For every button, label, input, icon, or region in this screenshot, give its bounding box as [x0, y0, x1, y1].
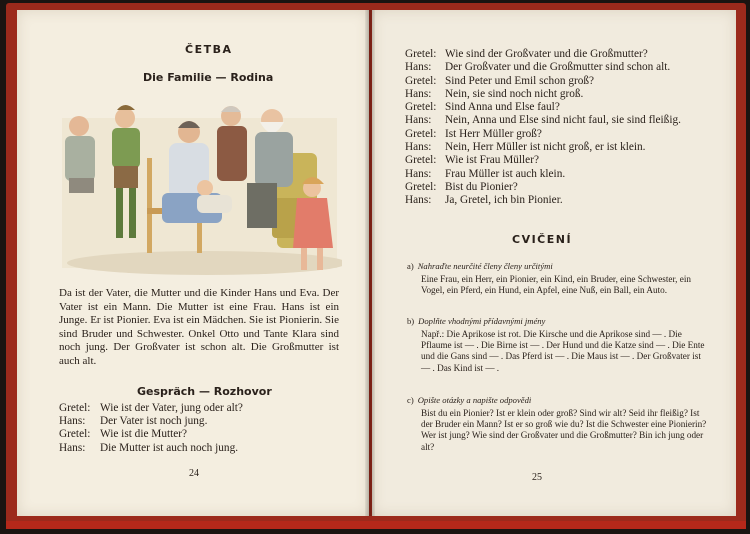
line-text: Nein, Anna und Else sind nicht faul, sie sind fleißig. — [445, 114, 681, 127]
dialogue-line — [405, 75, 681, 88]
exercise-instruction: Nahraďte neurčité členy členy určitými — [417, 261, 553, 271]
exercise-instruction: Doplňte vhodnými přídavnými jmény — [418, 316, 546, 326]
line-text: Frau Müller ist auch klein. — [445, 167, 566, 180]
line-text: Der Großvater und die Großmutter sind schon alt. — [445, 61, 671, 74]
dialogue-line — [59, 402, 243, 415]
page-number-right: 25 — [532, 472, 542, 483]
dialogue-line — [405, 194, 681, 207]
exercise-a-text: Eine Frau, ein Herr, ein Pionier, ein Kind, ein Bruder, eine Schwester, ein Vogel, ein Pferd, ein Hund, ein Apfel, eine Nuß, ein Ball, ein Auto. — [421, 274, 691, 296]
speaker: Hans: — [59, 415, 86, 428]
dialogue-line — [405, 61, 681, 74]
book-gutter — [365, 10, 375, 516]
dialogue-line — [405, 168, 681, 181]
line-text: Nein, Herr Müller ist nicht groß, er ist klein. — [445, 141, 646, 154]
dialogue-line — [405, 154, 681, 167]
speaker: Gretel: — [405, 48, 437, 60]
reading-paragraph: Da ist der Vater, die Mutter und die Kinder Hans und Eva. Der Vater ist ein Mann. Die Mutter ist eine Frau. Hans ist ein Junge. Er ist Pionier. Eva ist ein Mädchen. Sie ist Pionierin. Sie sind Bruder und Schwester. Onkel Otto und Tante Klara sind noch jung. Der Großvater ist schon alt. Die Großmutter ist auch alt. — [59, 287, 339, 367]
left-page — [17, 10, 369, 516]
line-text: Nein, sie sind noch nicht groß. — [445, 87, 584, 100]
conversation-title: Gespräch — Rozhovor — [137, 385, 272, 398]
dialogue-line — [59, 415, 243, 428]
speaker: Gretel: — [405, 154, 437, 167]
speaker: Hans: — [405, 61, 432, 74]
speaker: Gretel: — [59, 402, 91, 414]
dialogue-line — [405, 141, 681, 154]
section-title-cetba: ČETBA — [185, 43, 233, 56]
speaker: Gretel: — [405, 180, 437, 193]
page-number-left: 24 — [189, 468, 199, 479]
exercise-letter: a) — [407, 261, 414, 271]
line-text: Bist du Pionier? — [445, 180, 518, 193]
line-text: Der Vater ist noch jung. — [100, 415, 208, 428]
exercise-a-instruction — [407, 261, 553, 271]
exercise-instruction: Opište otázky a napište odpovědi — [417, 395, 532, 405]
line-text: Die Mutter ist auch noch jung. — [100, 441, 239, 454]
line-text: Sind Anna und Else faul? — [445, 101, 560, 114]
reading-title: Die Familie — Rodina — [143, 71, 274, 84]
cover-edge — [6, 521, 746, 529]
speaker: Hans: — [405, 87, 432, 100]
line-text: Ja, Gretel, ich bin Pionier. — [445, 194, 563, 207]
line-text: Sind Peter und Emil schon groß? — [445, 74, 595, 87]
exercise-letter: b) — [407, 316, 415, 326]
dialogue-line — [405, 128, 681, 141]
speaker: Hans: — [405, 167, 432, 180]
speaker: Hans: — [405, 114, 432, 127]
line-text: Wie ist die Mutter? — [100, 428, 188, 441]
exercise-c-instruction — [407, 395, 531, 405]
right-page — [372, 10, 736, 516]
speaker: Gretel: — [405, 127, 437, 140]
speaker: Gretel: — [405, 74, 437, 87]
exercise-letter: c) — [407, 395, 414, 405]
exercise-b-instruction — [407, 316, 545, 326]
line-text: Wie ist der Vater, jung oder alt? — [100, 402, 243, 414]
family-illustration — [57, 98, 342, 278]
speaker: Gretel: — [59, 428, 91, 441]
dialogue-left — [59, 402, 243, 455]
speaker: Hans: — [59, 441, 86, 454]
line-text: Ist Herr Müller groß? — [445, 127, 542, 140]
speaker: Gretel: — [405, 101, 437, 114]
dialogue-line — [405, 114, 681, 127]
speaker: Hans: — [405, 194, 432, 207]
dialogue-right — [405, 48, 681, 208]
dialogue-line — [405, 48, 681, 61]
speaker: Hans: — [405, 141, 432, 154]
dialogue-line — [59, 428, 243, 441]
dialogue-line — [405, 181, 681, 194]
dialogue-line — [405, 88, 681, 101]
dialogue-line — [59, 442, 243, 455]
dialogue-line — [405, 101, 681, 114]
exercise-c-text: Bist du ein Pionier? Ist er klein oder groß? Sind wir alt? Seid ihr fleißig? Ist der Bruder ein Mann? Ist er so groß wie du? Ist die Schwester eine Pionierin? Wer ist jung? Wie sind der Großvater und die Großmutter? Bin ich jung oder alt? — [421, 408, 707, 452]
exercise-b-text: Např.: Die Aprikose ist rot. Die Kirsche und die Aprikose sind — . Die Pflaume ist — . Die Birne ist — . Der Hund und die Katze sind — . Die Ente und die Gans sind — . Das Pferd ist — . Die Maus ist — . Der Großvater ist — . Das Kind ist — . — [421, 329, 705, 373]
exercises-title: CVIČENÍ — [512, 233, 573, 246]
line-text: Wie ist Frau Müller? — [445, 154, 539, 167]
line-text: Wie sind der Großvater und die Großmutter? — [445, 48, 648, 60]
